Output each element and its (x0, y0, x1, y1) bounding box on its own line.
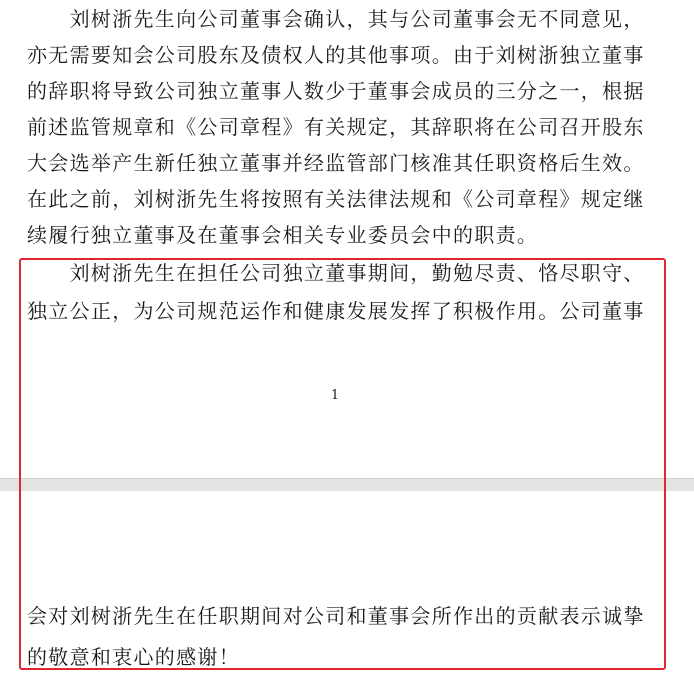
paragraph-1-line-4: 前述监管规章和《公司章程》有关规定，其辞职将在公司召开股东 (27, 115, 645, 139)
paragraph-1-line-6: 在此之前，刘树浙先生将按照有关法律法规和《公司章程》规定继 (27, 187, 645, 211)
document-page-2 (0, 491, 694, 680)
paragraph-2-continued-line-2: 的敬意和衷心的感谢！ (27, 645, 240, 669)
paragraph-2-continued-line-1: 会对刘树浙先生在任职期间对公司和董事会所作出的贡献表示诚挚 (27, 604, 645, 628)
paragraph-1-line-5: 大会选举产生新任独立董事并经监管部门核准其任职资格后生效。 (27, 151, 645, 175)
page-break-separator (0, 478, 694, 492)
paragraph-1-line-1: 刘树浙先生向公司董事会确认，其与公司董事会无不同意见， (27, 7, 645, 31)
paragraph-2-line-2: 独立公正，为公司规范运作和健康发展发挥了积极作用。公司董事 (27, 299, 645, 323)
page-number: 1 (330, 388, 340, 403)
paragraph-2-line-1: 刘树浙先生在担任公司独立董事期间，勤勉尽责、恪尽职守、 (27, 261, 645, 285)
paragraph-1-line-7: 续履行独立董事及在董事会相关专业委员会中的职责。 (27, 223, 539, 247)
paragraph-1-line-2: 亦无需要知会公司股东及债权人的其他事项。由于刘树浙独立董事 (27, 43, 645, 67)
paragraph-1-line-3: 的辞职将导致公司独立董事人数少于董事会成员的三分之一，根据 (27, 79, 645, 103)
